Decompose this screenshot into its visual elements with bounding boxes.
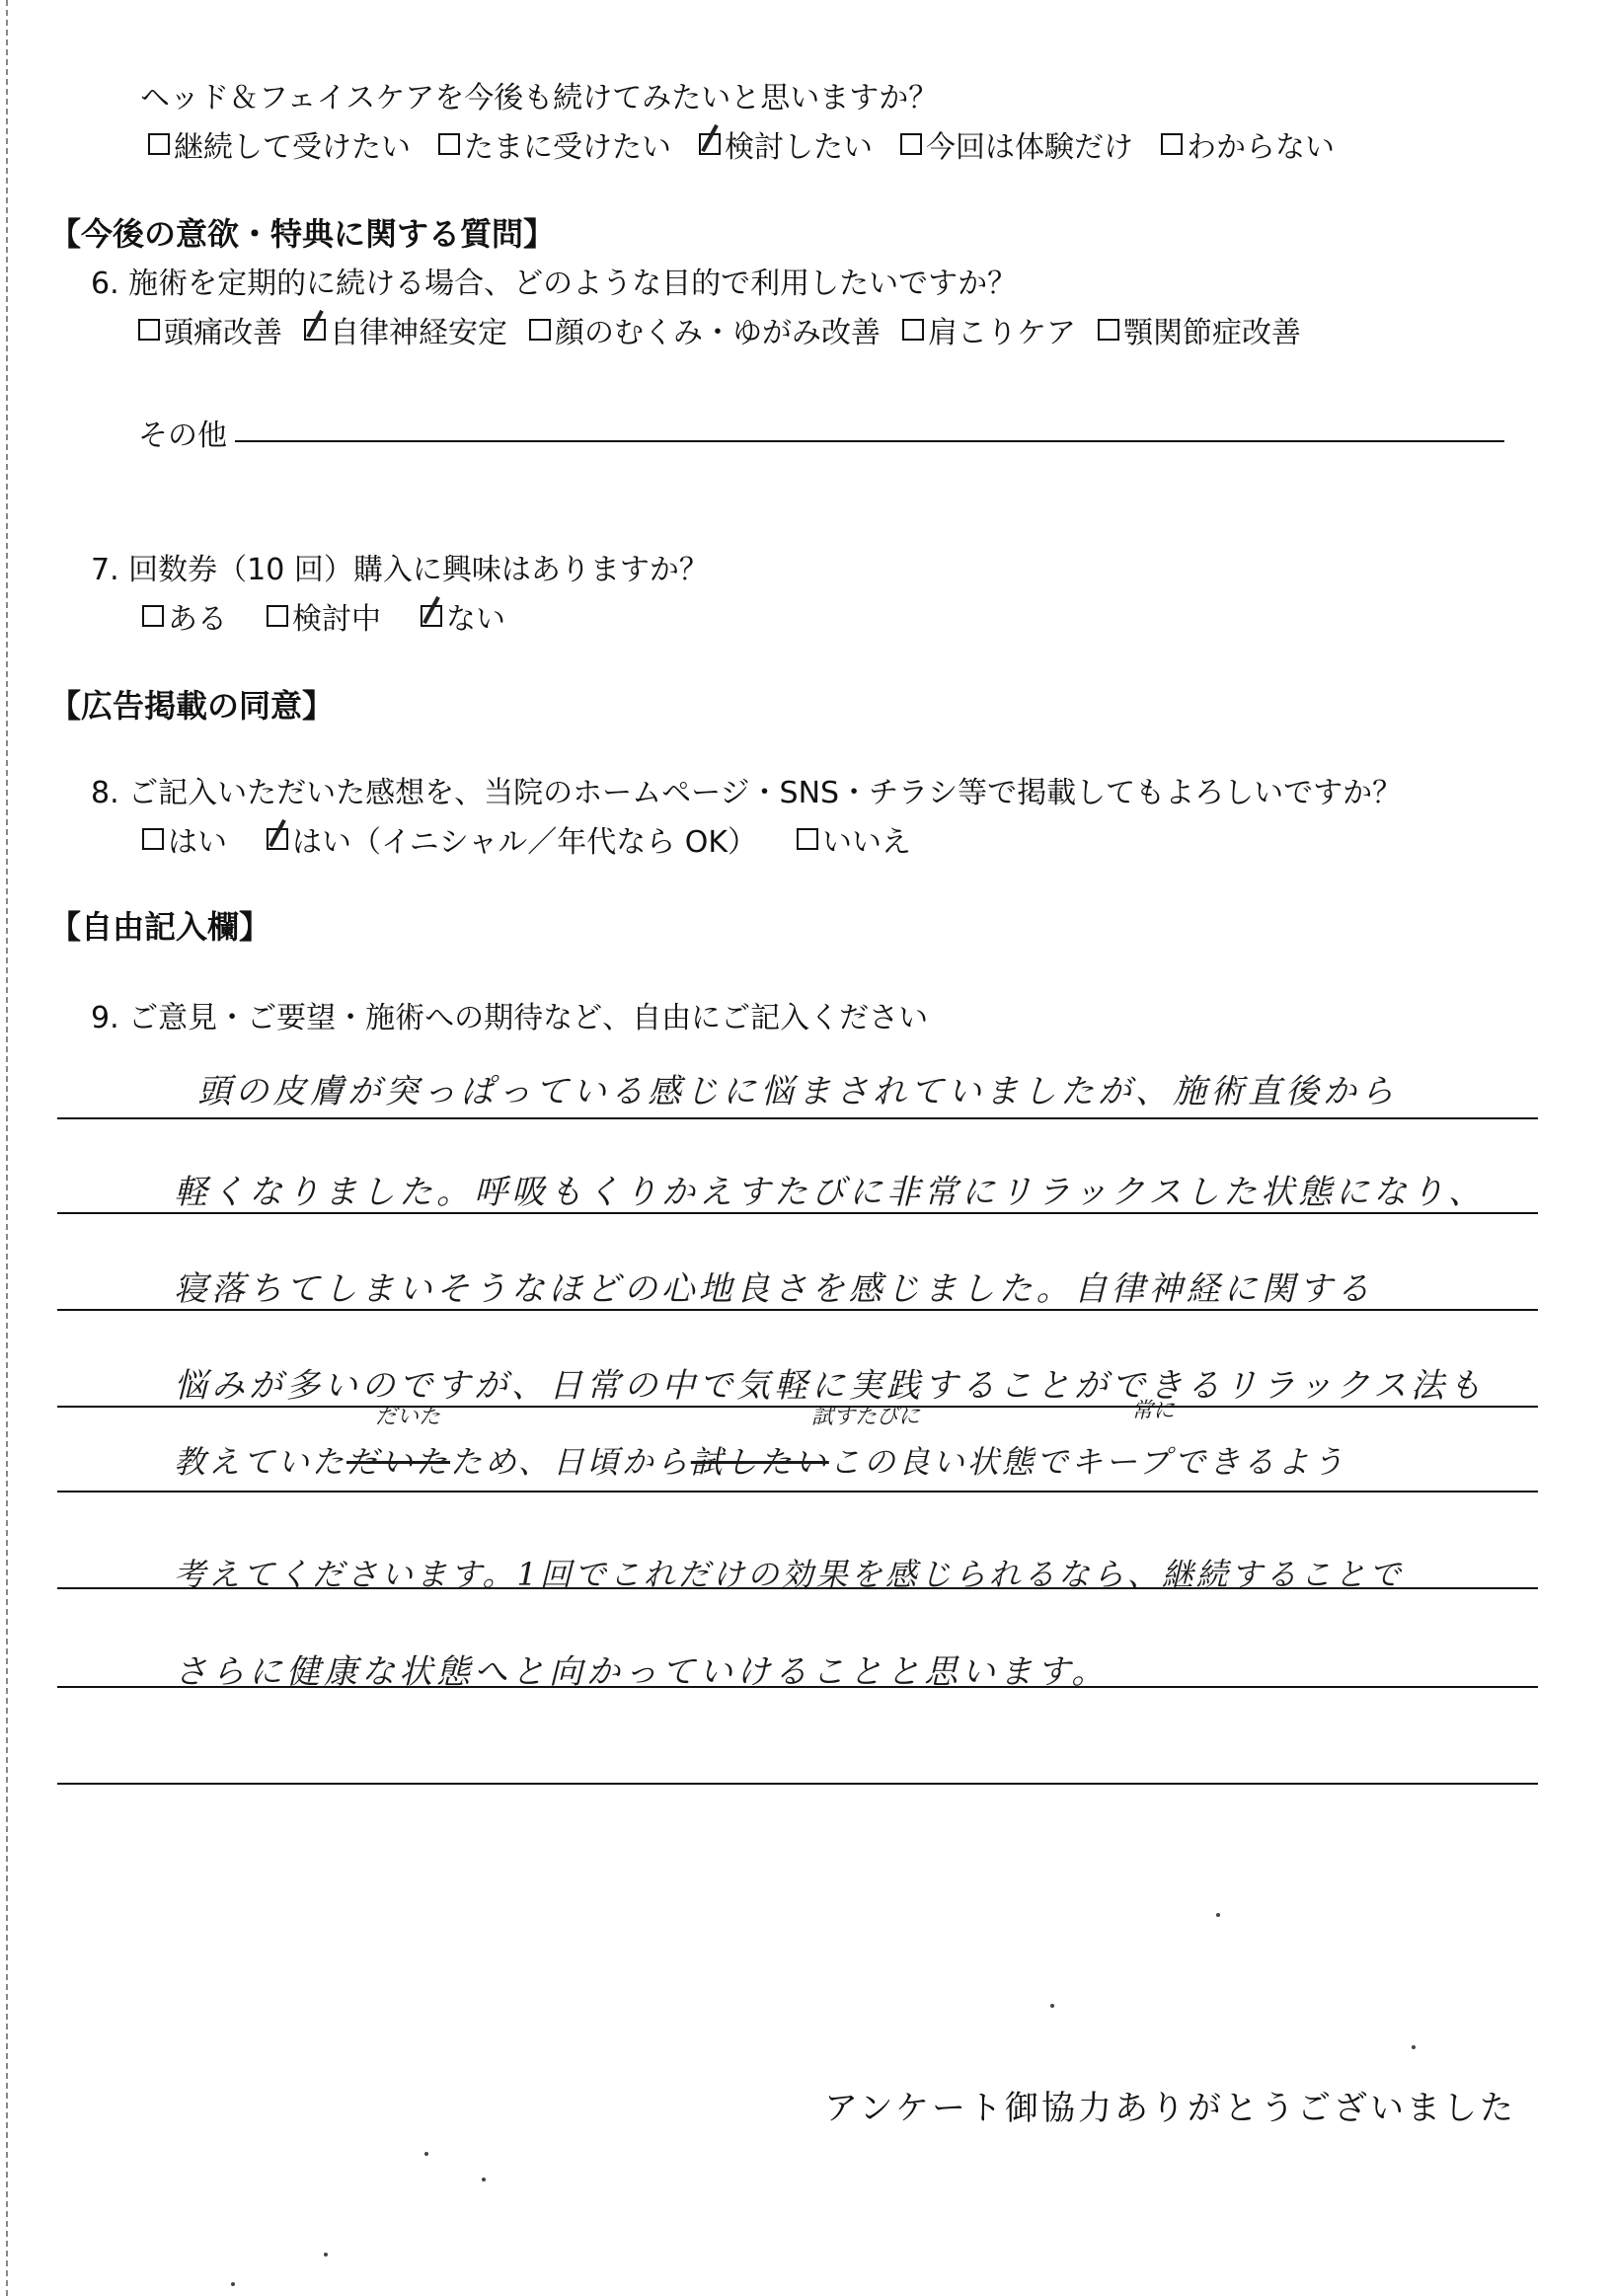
checkbox-checked-icon[interactable] <box>699 133 721 155</box>
q5-option-continue[interactable]: 継続して受けたい <box>148 122 411 166</box>
q6-option-headache[interactable]: 頭痛改善 <box>138 308 282 351</box>
q6-option-face[interactable]: 顔のむくみ・ゆがみ改善 <box>529 308 881 351</box>
checkbox-icon[interactable] <box>142 828 164 850</box>
writing-rule-1 <box>57 1117 1538 1119</box>
q5-option-trial-only[interactable]: 今回は体験だけ <box>900 122 1133 166</box>
q5-option-sometimes[interactable]: たまに受けたい <box>438 122 671 166</box>
q7-question: 7. 回数券（10 回）購入に興味はありますか？ <box>91 553 709 587</box>
struck-text: だいた <box>346 1443 451 1481</box>
q6-option-jaw[interactable]: 顎関節症改善 <box>1098 308 1301 351</box>
checkbox-checked-icon[interactable] <box>267 828 288 850</box>
writing-rule-2 <box>57 1212 1538 1214</box>
q6-options <box>138 308 1301 351</box>
handwriting-line-4: 悩みが多いのですが、日常の中で気軽に実践することができるリラックス法も <box>174 1366 1486 1406</box>
q5-option-unknown[interactable]: わからない <box>1161 122 1335 166</box>
q8-option-yes-initials[interactable]: はい（イニシャル／年代なら OK） <box>267 817 757 861</box>
checkbox-checked-icon[interactable] <box>421 605 442 627</box>
scan-speck <box>324 2253 328 2257</box>
section-free-heading: 【自由記入欄】 <box>49 908 271 946</box>
q6-other-input[interactable] <box>235 440 1504 442</box>
q7-option-considering[interactable]: 検討中 <box>267 594 381 638</box>
handwriting-line-6: 考えてくださいます。1回でこれだけの効果を感じられるなら、継続することで <box>174 1556 1404 1593</box>
checkbox-icon[interactable] <box>438 133 460 155</box>
scan-speck <box>1216 1913 1220 1917</box>
writing-rule-8 <box>57 1783 1538 1785</box>
checkbox-icon[interactable] <box>797 828 818 850</box>
q8-question: 8. ご記入いただいた感想を、当院のホームページ・SNS・チラシ等で掲載してもよろしいですか？ <box>91 776 1403 810</box>
q7-option-yes[interactable]: ある <box>142 594 227 638</box>
q7-option-no[interactable]: ない <box>421 594 505 638</box>
scan-speck <box>231 2282 235 2286</box>
q8-options <box>142 817 911 861</box>
q6-question: 6. 施術を定期的に続ける場合、どのような目的で利用したいですか？ <box>91 267 1018 301</box>
q8-option-yes[interactable]: はい <box>142 817 227 861</box>
q5-options <box>148 122 1335 166</box>
checkbox-icon[interactable] <box>902 319 924 341</box>
section-motivation-heading: 【今後の意欲・特典に関する質問】 <box>49 215 556 253</box>
handwriting-insert-2: 試すたびに <box>811 1405 921 1429</box>
checkbox-icon[interactable] <box>138 319 160 341</box>
handwriting-insert-1: だいた <box>375 1405 441 1429</box>
struck-text: 試したい <box>690 1443 829 1481</box>
q5-question: ヘッド＆フェイスケアを今後も続けてみたいと思いますか？ <box>140 81 939 115</box>
writing-rule-4 <box>57 1406 1538 1408</box>
scan-speck <box>424 2152 428 2156</box>
scan-speck <box>482 2178 486 2181</box>
section-ad-heading: 【広告掲載の同意】 <box>49 687 335 725</box>
q9-question: 9. ご意見・ご要望・施術への期待など、自由にご記入ください <box>91 1001 929 1035</box>
handwriting-line-3: 寝落ちてしまいそうなほどの心地良さを感じました。自律神経に関する <box>174 1269 1374 1309</box>
scan-speck <box>1050 2004 1054 2008</box>
checkbox-icon[interactable] <box>529 319 551 341</box>
writing-rule-3 <box>57 1309 1538 1311</box>
checkbox-icon[interactable] <box>900 133 922 155</box>
checkbox-icon[interactable] <box>1098 319 1119 341</box>
q6-other-label: その他 <box>138 419 227 453</box>
q6-option-shoulder[interactable]: 肩こりケア <box>902 308 1076 351</box>
handwriting-line-7: さらに健康な状態へと向かっていけることと思います。 <box>174 1652 1110 1692</box>
handwriting-line-5: 教えていただいたため、日頃から試したいこの良い状態でキープできるよう <box>174 1443 1347 1481</box>
scan-speck <box>1412 2045 1416 2049</box>
writing-rule-7 <box>57 1686 1538 1688</box>
checkbox-icon[interactable] <box>267 605 288 627</box>
handwriting-line-2: 軽くなりました。呼吸もくりかえすたびに非常にリラックスした状態になり、 <box>174 1173 1486 1212</box>
q8-option-no[interactable]: いいえ <box>797 817 911 861</box>
handwriting-line-1: 頭の皮膚が突っぱっている感じに悩まされていましたが、施術直後から <box>197 1072 1398 1111</box>
q5-option-consider[interactable]: 検討したい <box>699 122 873 166</box>
q6-option-autonomic[interactable]: 自律神経安定 <box>304 308 507 351</box>
writing-rule-6 <box>57 1587 1538 1589</box>
checkbox-checked-icon[interactable] <box>304 319 326 341</box>
checkbox-icon[interactable] <box>1161 133 1183 155</box>
q7-options <box>142 594 505 638</box>
closing-message: アンケート御協力ありがとうございました <box>824 2089 1516 2128</box>
checkbox-icon[interactable] <box>148 133 170 155</box>
checkbox-icon[interactable] <box>142 605 164 627</box>
handwriting-insert-3: 常に <box>1131 1399 1176 1423</box>
scan-edge <box>6 0 8 2296</box>
writing-rule-5 <box>57 1491 1538 1492</box>
